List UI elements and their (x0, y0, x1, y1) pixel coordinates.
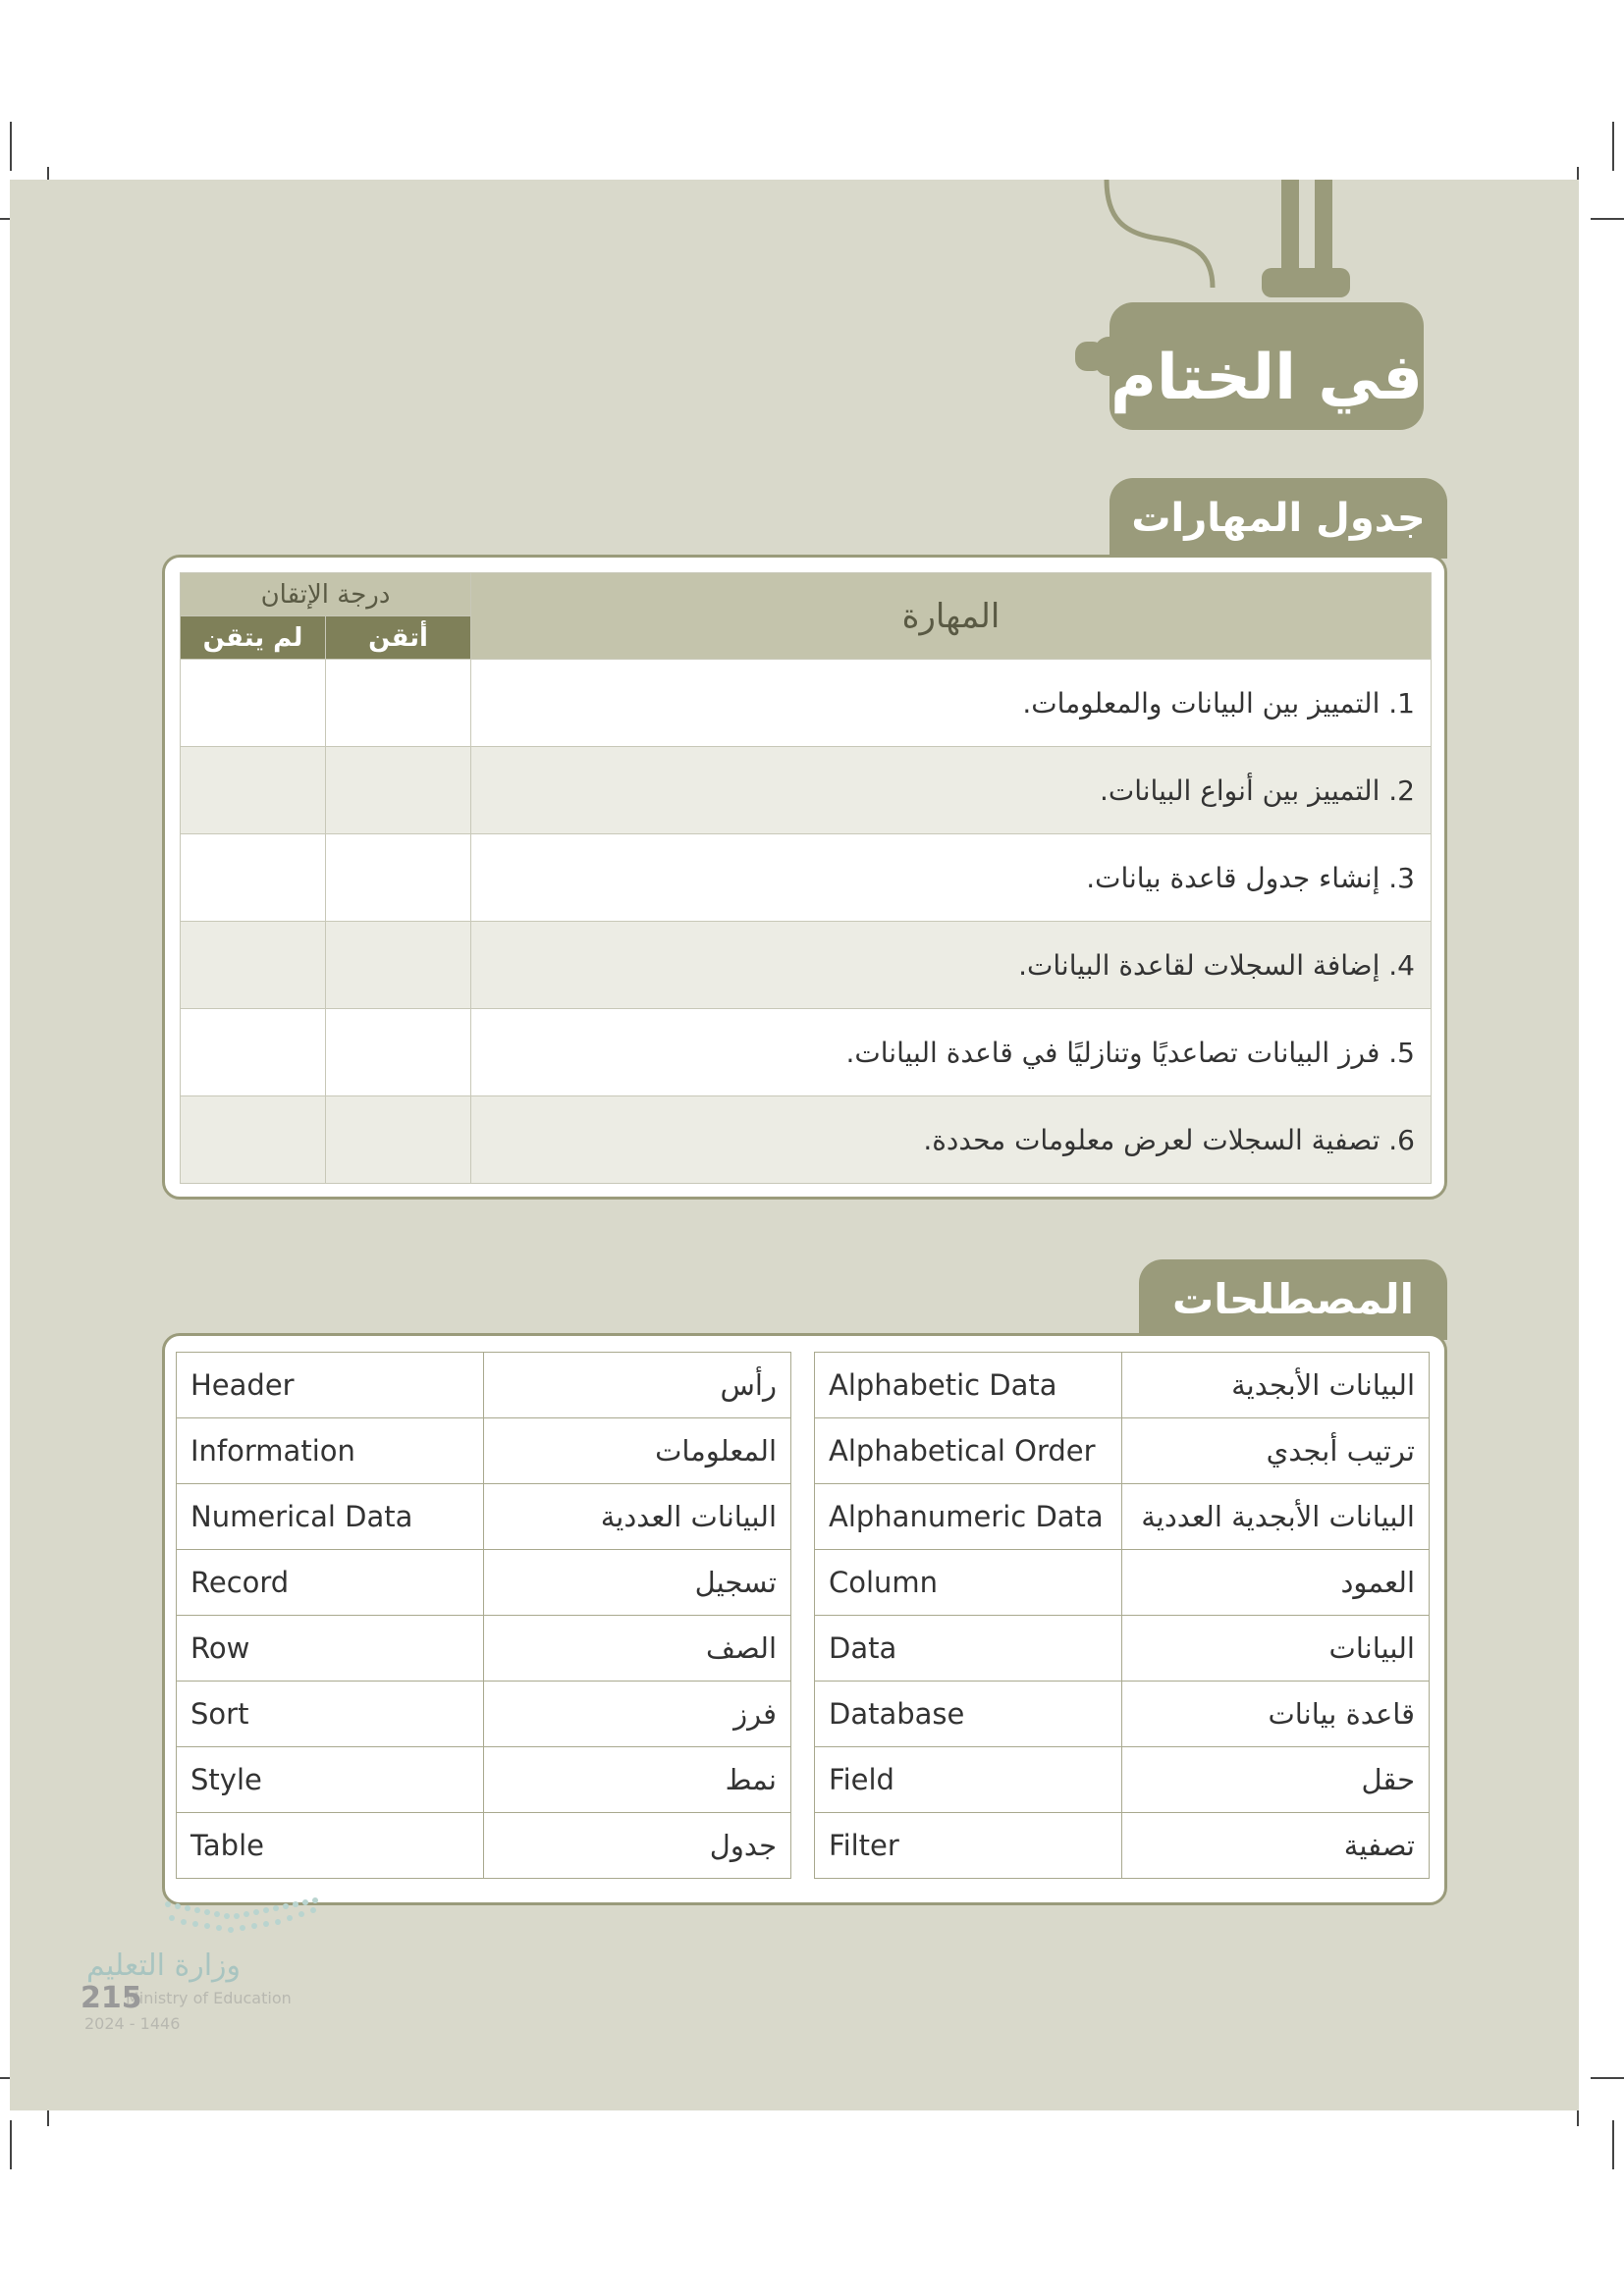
skills-table (180, 572, 1432, 1184)
term-en: Record (177, 1550, 484, 1616)
year-label: 2024 - 1446 (84, 2014, 181, 2033)
page-number: 215 (81, 1981, 142, 2015)
mastered-cell[interactable] (326, 922, 471, 1009)
chapter-title: في الختام (1110, 342, 1424, 414)
skill-row (181, 1096, 1432, 1184)
term-en: Numerical Data (177, 1484, 484, 1550)
term-en: Alphabetic Data (815, 1353, 1122, 1418)
skill-row (181, 834, 1432, 922)
mastery-degree-header: درجة الإتقان (181, 573, 471, 616)
crop-mark (10, 122, 12, 171)
term-ar: تسجيل (484, 1550, 791, 1616)
not-mastered-cell[interactable] (181, 1096, 326, 1184)
term-en: Row (177, 1616, 484, 1682)
ministry-name-ar: وزارة التعليم (86, 1949, 242, 1983)
term-row (815, 1813, 1430, 1879)
crop-mark (10, 2120, 12, 2169)
term-ar: حقل (1122, 1747, 1430, 1813)
term-en: Column (815, 1550, 1122, 1616)
skill-row (181, 747, 1432, 834)
term-row (815, 1484, 1430, 1550)
term-en: Database (815, 1682, 1122, 1747)
term-ar: قاعدة بيانات (1122, 1682, 1430, 1747)
skill-text: 1. التمييز بين البيانات والمعلومات. (471, 660, 1432, 747)
term-row (177, 1813, 791, 1879)
term-ar: البيانات الأبجدية العددية (1122, 1484, 1430, 1550)
mastered-cell[interactable] (326, 660, 471, 747)
skill-text: 2. التمييز بين أنواع البيانات. (471, 747, 1432, 834)
mastered-cell[interactable] (326, 1009, 471, 1096)
term-row (815, 1418, 1430, 1484)
term-en: Alphabetical Order (815, 1418, 1122, 1484)
not-mastered-header: لم يتقن (181, 616, 326, 660)
not-mastered-cell[interactable] (181, 660, 326, 747)
term-row (177, 1616, 791, 1682)
crop-mark (1612, 122, 1614, 171)
crop-mark (1591, 218, 1624, 220)
term-row (815, 1353, 1430, 1418)
skills-section-title: جدول المهارات (1110, 478, 1447, 559)
term-en: Sort (177, 1682, 484, 1747)
term-row (177, 1418, 791, 1484)
term-row (177, 1353, 791, 1418)
skill-row (181, 660, 1432, 747)
term-ar: رأس (484, 1353, 791, 1418)
mastered-cell[interactable] (326, 834, 471, 922)
term-row (177, 1682, 791, 1747)
term-ar: تصفية (1122, 1813, 1430, 1879)
crop-mark (1612, 2120, 1614, 2169)
not-mastered-cell[interactable] (181, 922, 326, 1009)
term-en: Table (177, 1813, 484, 1879)
term-ar: البيانات الأبجدية (1122, 1353, 1430, 1418)
mastered-cell[interactable] (326, 1096, 471, 1184)
term-ar: نمط (484, 1747, 791, 1813)
term-en: Data (815, 1616, 1122, 1682)
term-en: Filter (815, 1813, 1122, 1879)
skill-text: 4. إضافة السجلات لقاعدة البيانات. (471, 922, 1432, 1009)
skill-text: 5. فرز البيانات تصاعديًا وتنازليًا في قاعدة البيانات. (471, 1009, 1432, 1096)
term-row (815, 1550, 1430, 1616)
not-mastered-cell[interactable] (181, 1009, 326, 1096)
mastered-cell[interactable] (326, 747, 471, 834)
term-row (177, 1484, 791, 1550)
crop-mark (1591, 2077, 1624, 2079)
skill-text: 3. إنشاء جدول قاعدة بيانات. (471, 834, 1432, 922)
term-row (815, 1747, 1430, 1813)
not-mastered-cell[interactable] (181, 834, 326, 922)
term-row (177, 1747, 791, 1813)
ministry-logo-dots (162, 1895, 329, 1944)
term-ar: فرز (484, 1682, 791, 1747)
term-en: Alphanumeric Data (815, 1484, 1122, 1550)
term-ar: البيانات (1122, 1616, 1430, 1682)
term-en: Header (177, 1353, 484, 1418)
skill-row (181, 922, 1432, 1009)
skill-text: 6. تصفية السجلات لعرض معلومات محددة. (471, 1096, 1432, 1184)
term-row (815, 1616, 1430, 1682)
term-row (815, 1682, 1430, 1747)
term-ar: المعلومات (484, 1418, 791, 1484)
ministry-name-en: Ministry of Education (126, 1989, 292, 2007)
term-en: Information (177, 1418, 484, 1484)
terms-table-left (176, 1352, 791, 1879)
term-ar: جدول (484, 1813, 791, 1879)
skill-header: المهارة (471, 573, 1432, 660)
term-en: Style (177, 1747, 484, 1813)
terms-section-title: المصطلحات (1139, 1259, 1447, 1340)
term-ar: ترتيب أبجدي (1122, 1418, 1430, 1484)
terms-table-right (814, 1352, 1430, 1879)
skill-row (181, 1009, 1432, 1096)
not-mastered-cell[interactable] (181, 747, 326, 834)
term-en: Field (815, 1747, 1122, 1813)
term-row (177, 1550, 791, 1616)
mastered-header: أتقن (326, 616, 471, 660)
term-ar: العمود (1122, 1550, 1430, 1616)
term-ar: البيانات العددية (484, 1484, 791, 1550)
term-ar: الصف (484, 1616, 791, 1682)
